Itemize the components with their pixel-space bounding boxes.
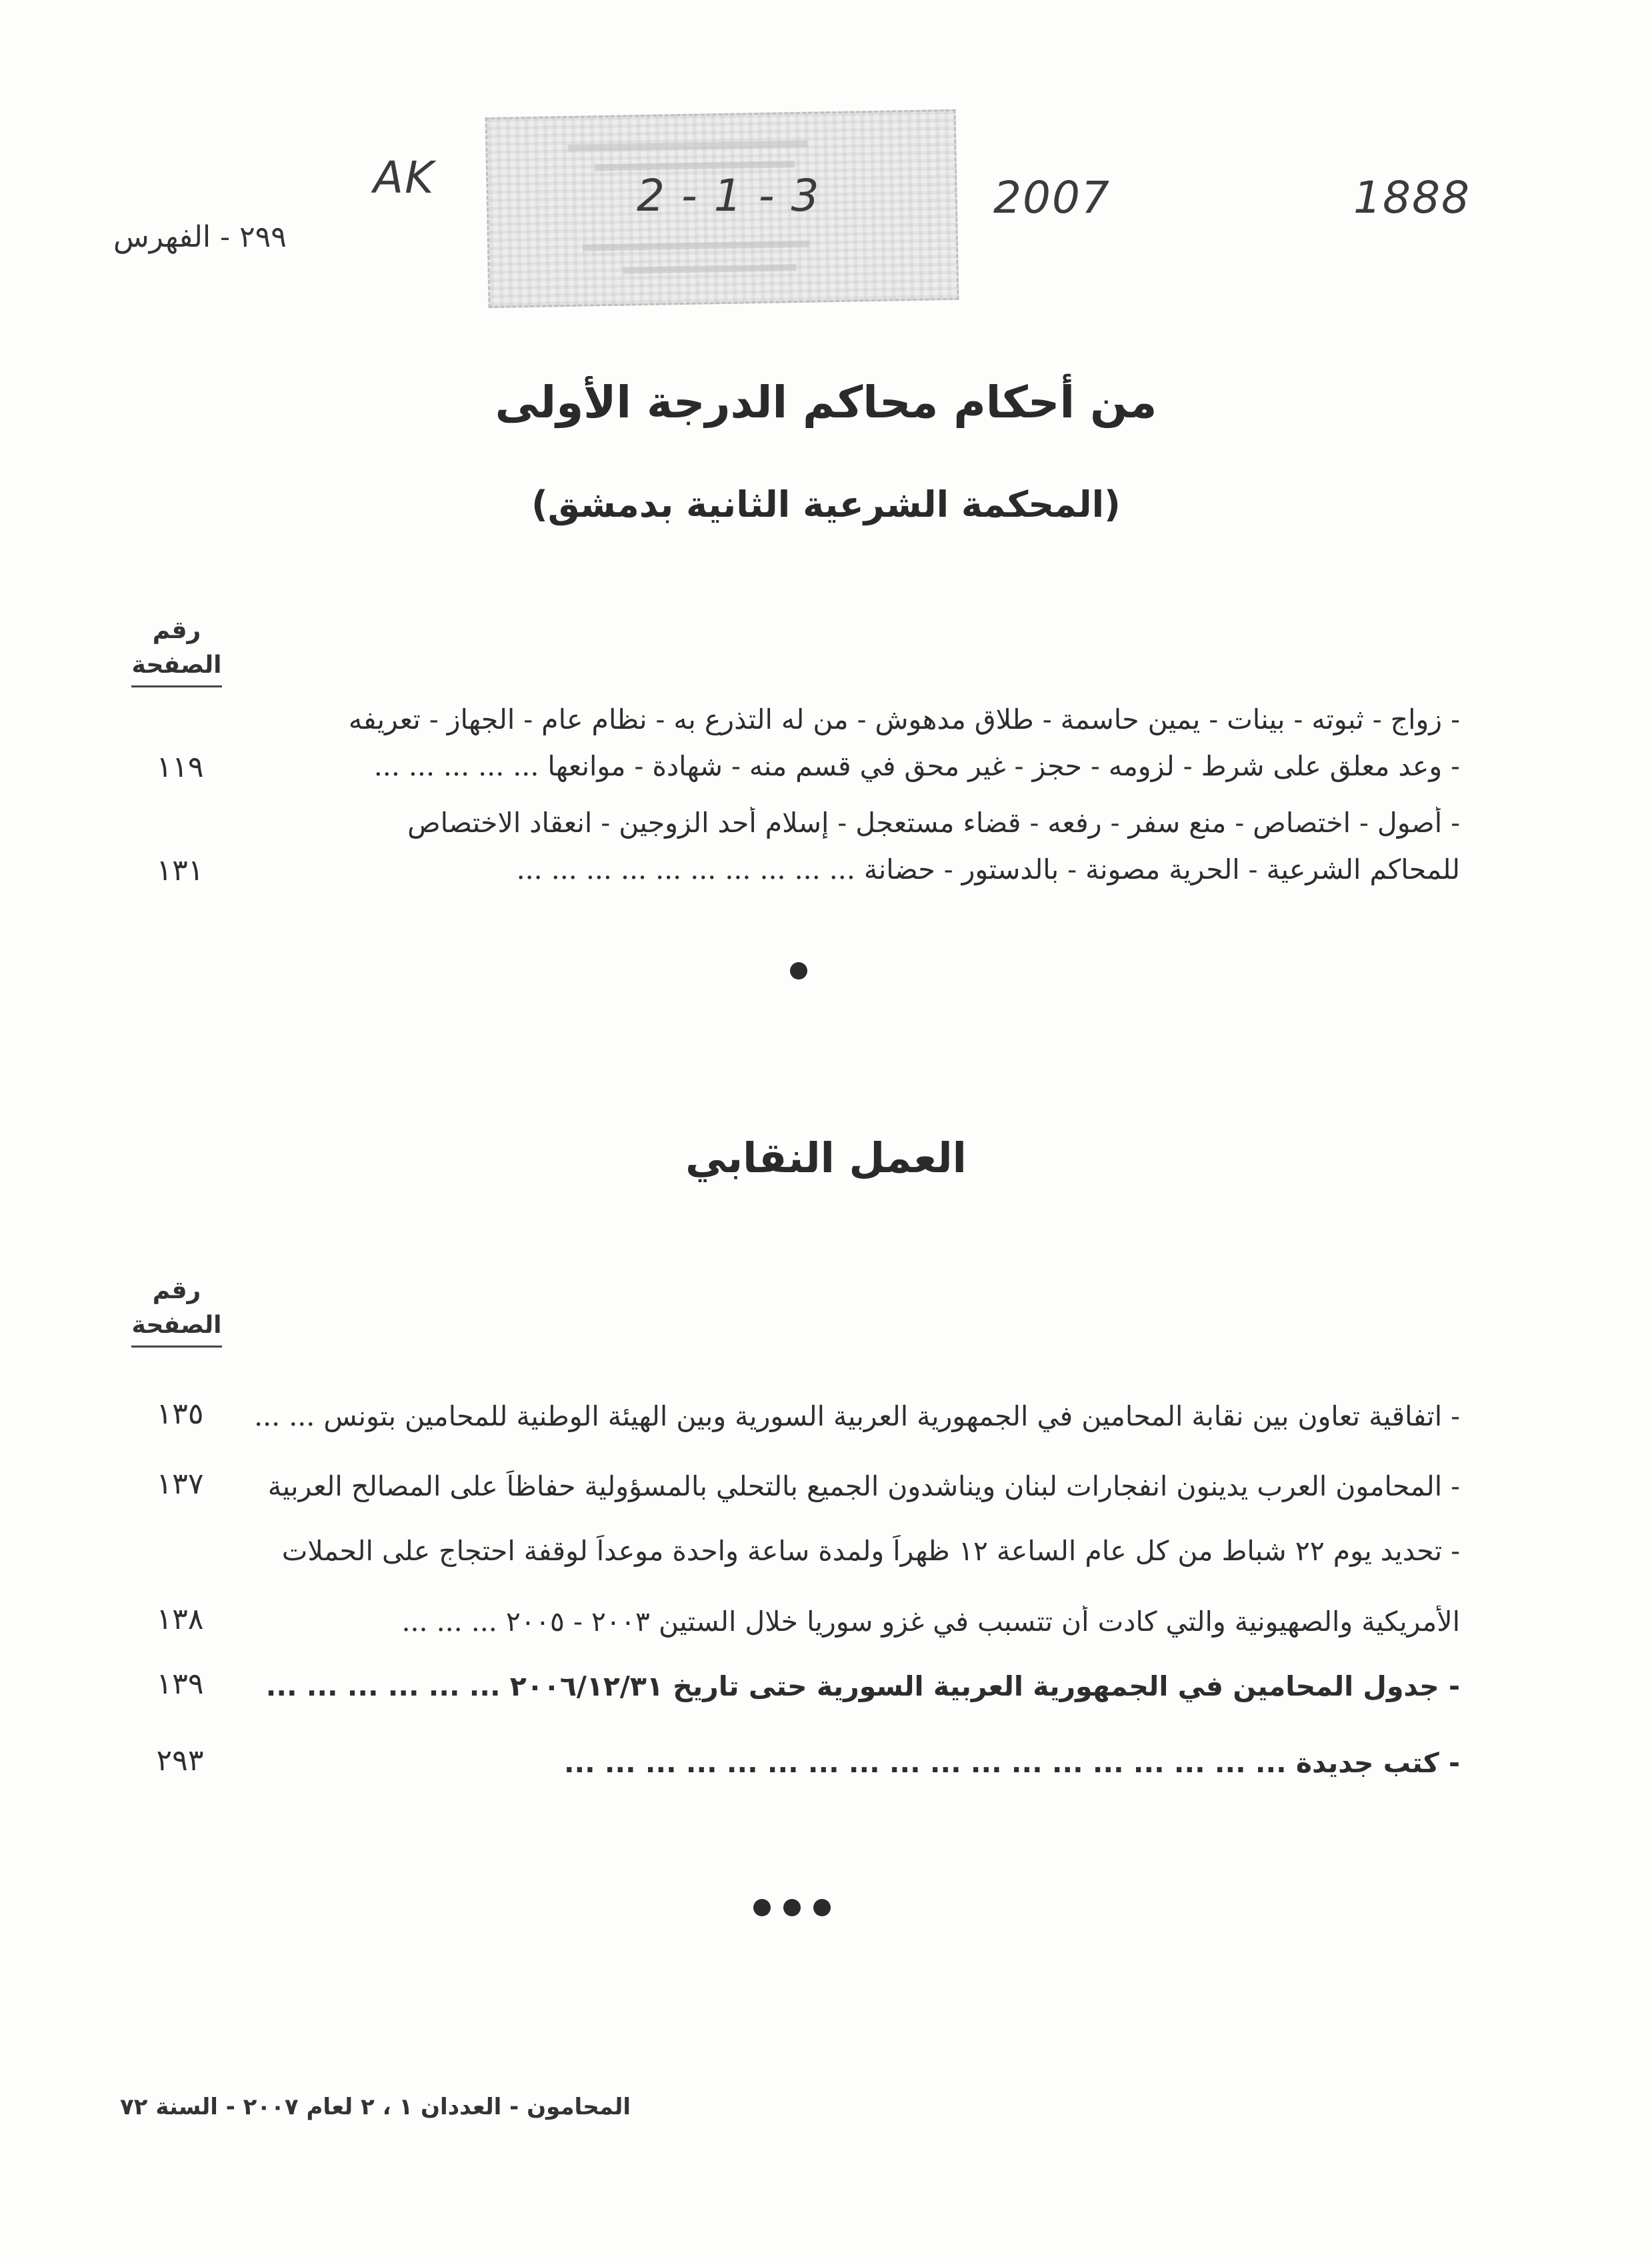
toc-page-number: ١٣١ <box>156 853 204 887</box>
toc-page-number: ١٣٥ <box>156 1397 204 1431</box>
toc-entry-line: - جدول المحامين في الجمهورية العربية السورية حتى تاريخ ٢٠٠٦/١٢/٣١ ... ... ... ... ... ... <box>265 1670 1460 1702</box>
page-column-label: الصفحة <box>131 1308 221 1348</box>
divider-dot <box>753 1899 771 1916</box>
section-title: العمل النقابي <box>685 1134 967 1182</box>
page-number-label: ٢٩٩ - الفهرس <box>113 220 287 254</box>
section-divider-dot <box>790 962 807 979</box>
page-column-header <box>127 1274 227 1348</box>
handwritten-year: 2007 <box>993 172 1111 223</box>
stamp-line <box>567 141 807 151</box>
toc-entry-line: - كتب جديدة ... ... ... ... ... ... ... ... ... ... ... ... ... ... ... ... ... ... <box>563 1747 1460 1779</box>
toc-entry-line: - وعد معلق على شرط - لزومه - حجز - غير محق في قسم منه - شهادة - موانعها ... ... ... ... ... <box>373 750 1460 782</box>
divider-dot <box>783 1899 801 1916</box>
handwritten-code: AK <box>373 152 435 203</box>
toc-entry-line: - المحامون العرب يدينون انفجارات لبنان ويناشدون الجميع بالتحلي بالمسؤولية حفاظاً على المصالح العربية <box>267 1470 1460 1502</box>
toc-page-number: ١٣٨ <box>156 1602 204 1636</box>
toc-page-number: ١١٩ <box>156 750 204 784</box>
toc-entry-line: للمحاكم الشرعية - الحرية مصونة - بالدستور - حضانة ... ... ... ... ... ... ... ... ... ... <box>516 853 1460 885</box>
stamp-line <box>583 241 809 251</box>
section-title: من أحكام محاكم الدرجة الأولى <box>495 377 1157 428</box>
toc-entry-line: - اتفاقية تعاون بين نقابة المحامين في الجمهورية العربية السورية وبين الهيئة الوطنية للمحامين بتونس ... ... <box>254 1400 1460 1432</box>
stamp-line <box>623 264 797 274</box>
toc-entry-line: - زواج - ثبوته - بينات - يمين حاسمة - طلاق مدهوش - من له التذرع به - نظام عام - الجهاز - تعريفه <box>348 703 1460 735</box>
page-column-label: الصفحة <box>131 648 221 687</box>
divider-dot <box>813 1899 831 1916</box>
toc-entry-line: الأمريكية والصهيونية والتي كادت أن تتسبب في غزو سوريا خلال الستين ٢٠٠٣ - ٢٠٠٥ ... ... ... <box>401 1606 1460 1638</box>
toc-page-number: ١٣٩ <box>156 1667 204 1701</box>
toc-entry-line: - تحديد يوم ٢٢ شباط من كل عام الساعة ١٢ ظهراً ولمدة ساعة واحدة موعداً لوقفة احتجاج على الحملات <box>281 1535 1460 1567</box>
handwritten-date: 2 - 1 - 3 <box>637 170 821 221</box>
section-subtitle: (المحكمة الشرعية الثانية بدمشق) <box>531 483 1121 525</box>
page-column-label: رقم <box>152 1277 201 1304</box>
end-divider <box>753 1899 847 1919</box>
page-column-label: رقم <box>152 617 201 644</box>
toc-page-number: ٢٩٣ <box>156 1744 204 1778</box>
toc-page-number: ١٣٧ <box>156 1467 204 1501</box>
page-footer: المحامون - العددان ١ ، ٢ لعام ٢٠٠٧ - السنة ٧٢ <box>120 2094 631 2120</box>
handwritten-number: 1888 <box>1353 172 1471 223</box>
page-column-header <box>127 613 227 687</box>
toc-entry-line: - أصول - اختصاص - منع سفر - رفعه - قضاء مستعجل - إسلام أحد الزوجين - انعقاد الاختصاص <box>407 807 1460 839</box>
